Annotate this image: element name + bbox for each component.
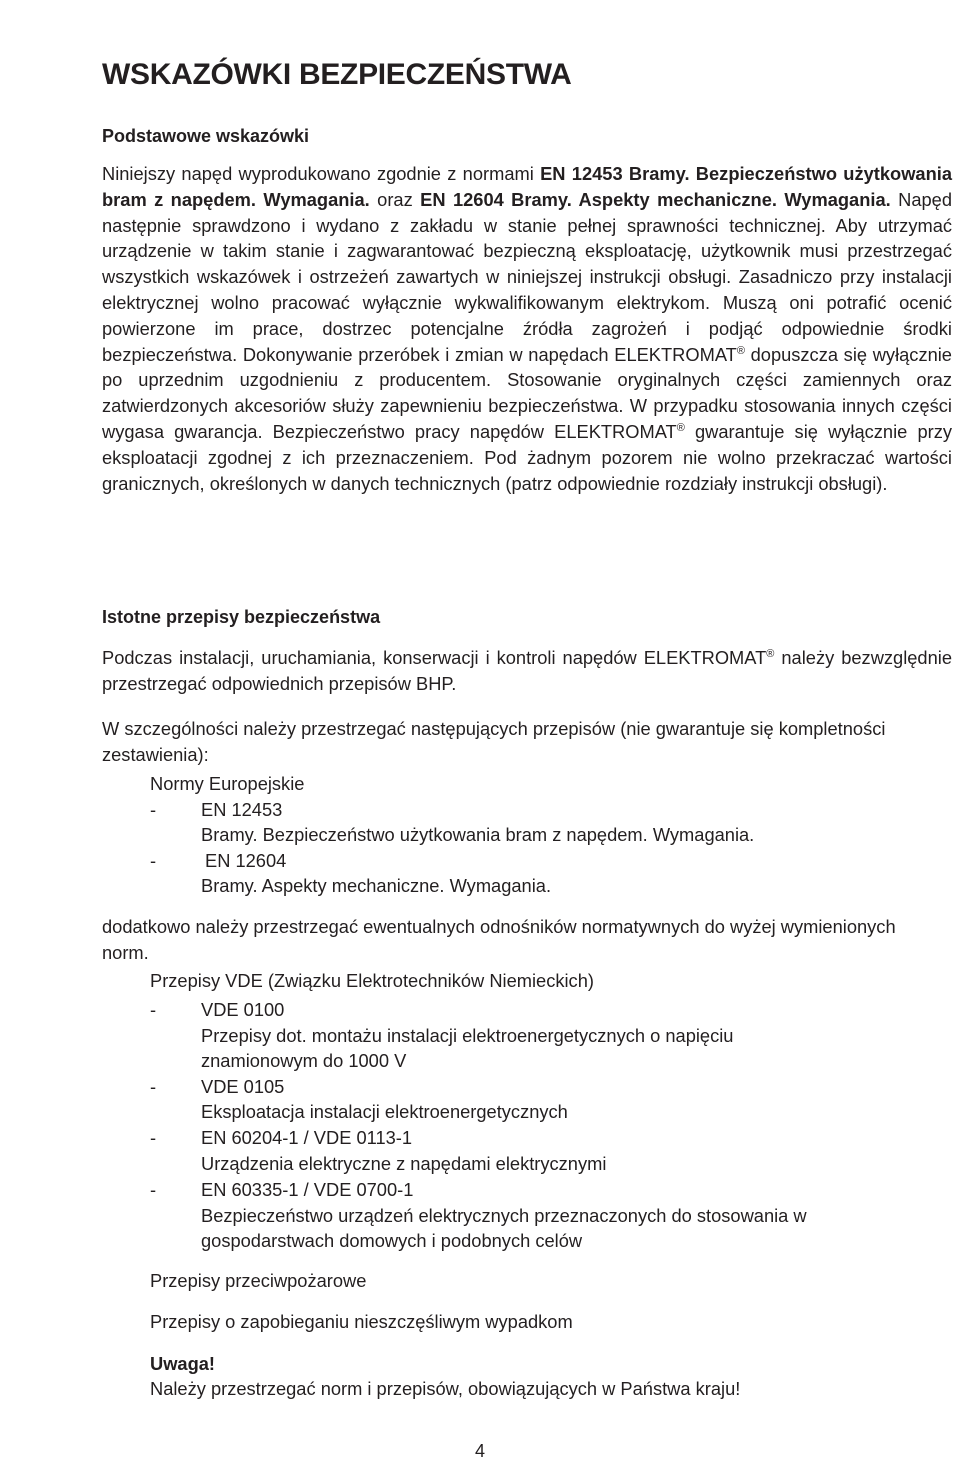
text-run: Podczas instalacji, uruchamiania, konserwacji i kontroli napędów ELEKTROMAT — [102, 647, 767, 668]
norm-description: gospodarstwach domowych i podobnych celów — [201, 1230, 583, 1251]
standard-en12604: EN 12604 Bramy. Aspekty mechaniczne. Wymagania. — [420, 188, 891, 210]
norm-description: Przepisy dot. montażu instalacji elektroenergetycznych o napięciu — [201, 1025, 734, 1046]
regulations-intro: W szczególności należy przestrzegać następujących przepisów (nie gwarantuje się kompletności zestawienia): — [102, 718, 886, 765]
norm-description: Urządzenia elektryczne z napędami elektrycznymi — [201, 1153, 607, 1174]
eu-norms-title: Normy Europejskie — [150, 773, 305, 794]
vde-title: Przepisy VDE (Związku Elektrotechników Niemieckich) — [150, 970, 594, 991]
accident-regulations: Przepisy o zapobieganiu nieszczęśliwym wypadkom — [150, 1311, 573, 1332]
list-dash: - — [150, 799, 157, 820]
bhp-paragraph — [102, 645, 952, 697]
norm-code: EN 60335-1 / VDE 0700-1 — [201, 1179, 414, 1200]
registered-mark: ® — [766, 647, 775, 660]
list-dash: - — [150, 999, 157, 1020]
warning-text: Należy przestrzegać norm i przepisów, obowiązujących w Państwa kraju! — [150, 1378, 741, 1399]
text-run: Napęd następnie sprawdzono i wydano z zakładu w stanie pełnej sprawności technicznej. Aby utrzymać urządzenie w takim stanie i zagwarantować bezpieczną eksploatację, użytkownik musi przestrzegać wszystkich wskazówek i ostrzeżeń zawartych w niniejszej instrukcji obsługi. Zasadniczo przy instalacji elektrycznej wolno pracować wyłącznie wykwalifikowanym elektrykom. Muszą oni potrafić ocenić powierzone im prace, dostrzec potencjalne źródła zagrożeń i podjąć odpowiednie środki bezpieczeństwa. Dokonywanie przeróbek i zmian w napędach ELEKTROMAT — [102, 188, 952, 365]
list-dash: - — [150, 850, 157, 871]
norm-description: Bramy. Aspekty mechaniczne. Wymagania. — [201, 875, 552, 896]
list-dash: - — [150, 1127, 157, 1148]
page-number: 4 — [474, 1441, 485, 1461]
fire-regulations: Przepisy przeciwpożarowe — [150, 1270, 367, 1291]
text-run: dopuszcza się wyłącznie po uprzednim uzgodnieniu z producentem. Stosowanie oryginalnych części zamiennych oraz zatwierdzonych akcesoriów służy zapewnieniu bezpieczeństwa. W przypadku stosowania innych części wygasa gwarancja. Bezpieczeństwo pracy napędów ELEKTROMAT — [102, 343, 952, 442]
registered-mark: ® — [736, 344, 745, 357]
registered-mark: ® — [676, 421, 685, 434]
text-run: należy bezwzględnie przestrzegać odpowiednich przepisów BHP. — [102, 647, 952, 694]
section-heading-basic: Podstawowe wskazówki — [102, 126, 310, 146]
norm-description: Bramy. Bezpieczeństwo użytkowania bram z napędem. Wymagania. — [201, 824, 755, 845]
page-title: WSKAZÓWKI BEZPIECZEŃSTWA — [102, 58, 572, 91]
norm-code: EN 12604 — [205, 850, 287, 871]
text-run: oraz — [369, 188, 421, 210]
norm-code: VDE 0105 — [201, 1076, 285, 1097]
norm-code: EN 60204-1 / VDE 0113-1 — [201, 1127, 413, 1148]
warning-label: Uwaga! — [150, 1353, 216, 1374]
norm-code: VDE 0100 — [201, 999, 285, 1020]
text-run: gwarantuje się wyłącznie przy eksploatacji zgodnej z ich przeznaczeniem. Pod żadnym pozorem nie wolno przekraczać wartości granicznych, określonych w danych technicznych (patrz odpowiednie rozdziały instrukcji obsługi). — [102, 420, 953, 494]
norm-code: EN 12453 — [201, 799, 283, 820]
section-heading-regulations: Istotne przepisy bezpieczeństwa — [102, 607, 381, 627]
list-dash: - — [150, 1179, 157, 1200]
standard-en12453: EN 12453 Bramy. Bezpieczeństwo użytkowania bram z napędem. Wymagania. — [102, 163, 952, 210]
text-run: Niniejszy napęd wyprodukowano zgodnie z normami — [102, 163, 541, 184]
norm-description: Eksploatacja instalacji elektroenergetycznych — [201, 1101, 568, 1122]
list-dash: - — [150, 1076, 157, 1097]
additional-note: dodatkowo należy przestrzegać ewentualnych odnośników normatywnych do wyżej wymienionych norm. — [102, 916, 896, 963]
norm-description: znamionowym do 1000 V — [201, 1050, 407, 1071]
basic-guidelines-paragraph — [102, 161, 952, 496]
norm-description: Bezpieczeństwo urządzeń elektrycznych przeznaczonych do stosowania w — [201, 1205, 807, 1226]
